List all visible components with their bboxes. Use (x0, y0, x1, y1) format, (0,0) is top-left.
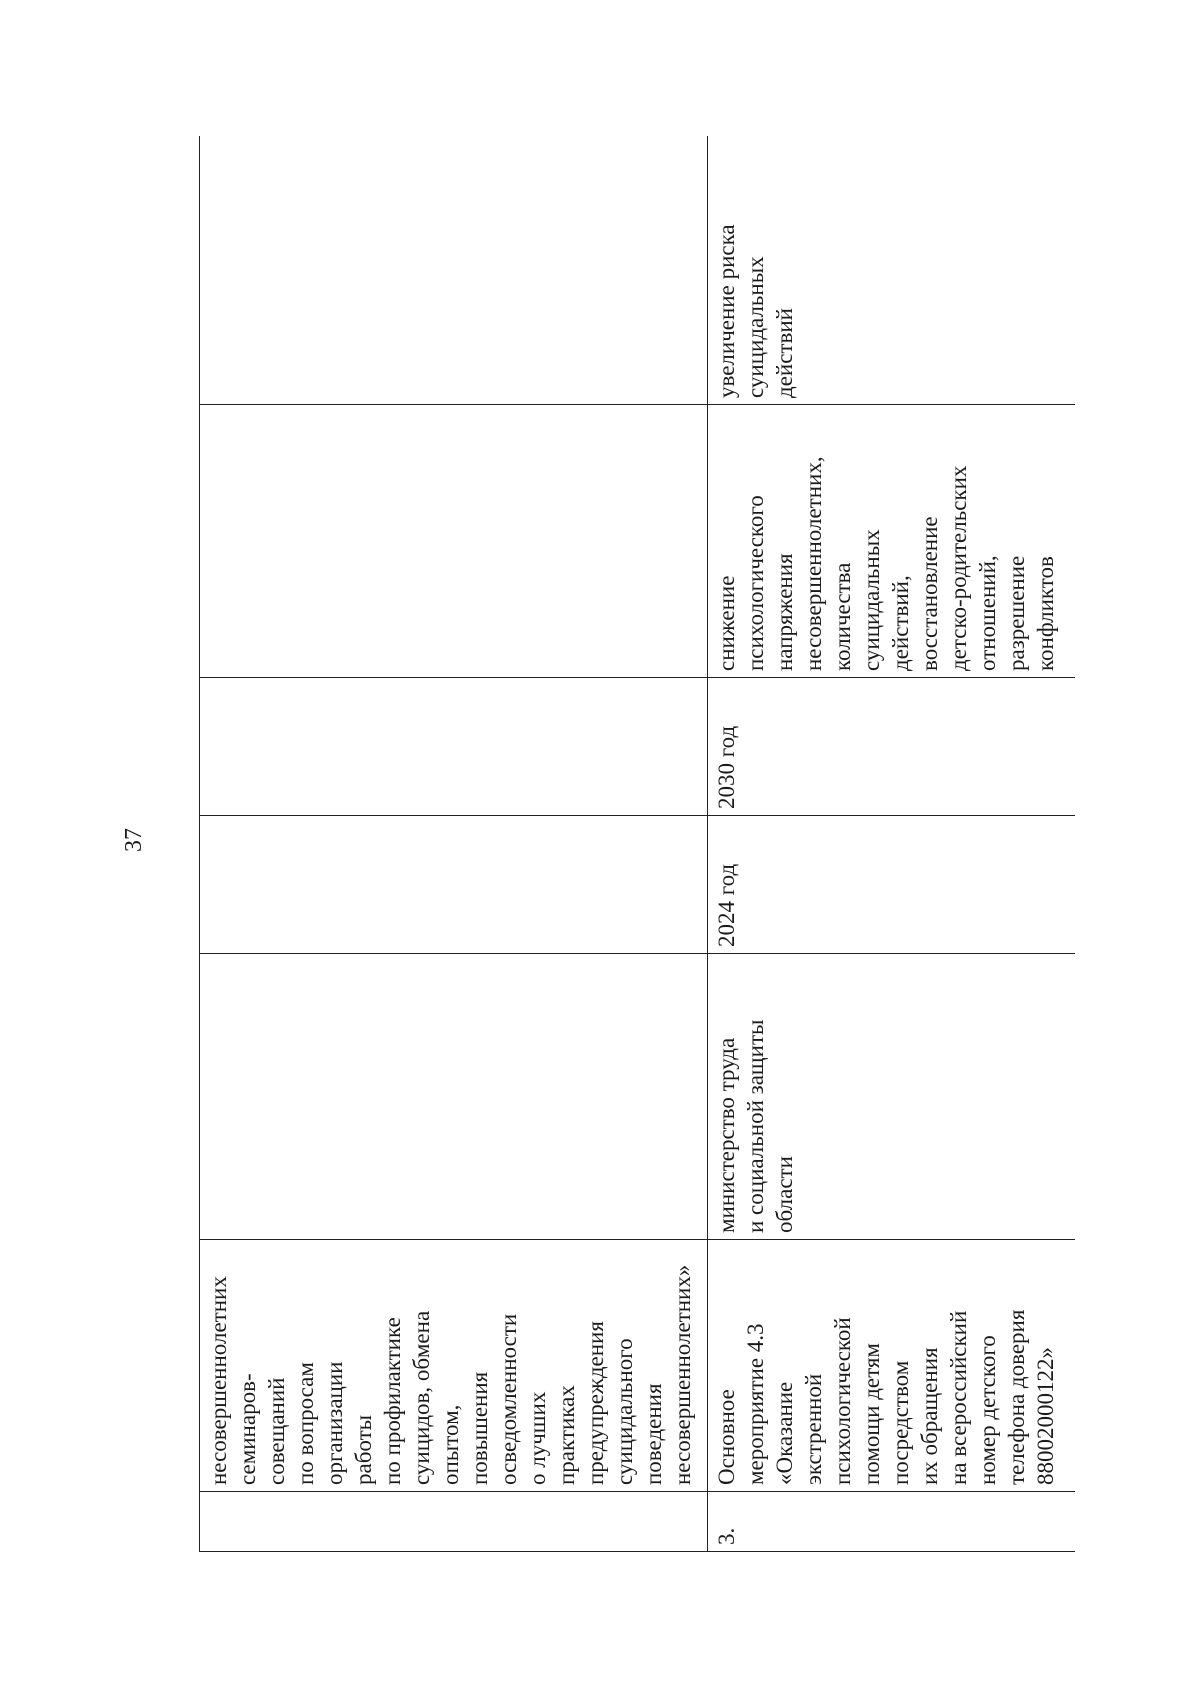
event-text: Основное мероприятие 4.3 «Оказание экстренной психологической помощи детям посредством их обращения на всероссийский номер детского телефона доверия 88002000122» (714, 1309, 1058, 1485)
table-row-continued (200, 136, 708, 1552)
cell-end-year: 2030 год (708, 678, 1076, 816)
result-text: снижение психологического напряжения несовершеннолетних, количества суицидальных действий, восстановление детско-родительских отношений, разрешение конфликтов (714, 456, 1058, 671)
cell-end-year (200, 678, 708, 816)
page-number: 37 (121, 828, 147, 852)
cell-risk (708, 136, 1076, 405)
cell-risk (200, 136, 708, 405)
cell-executor (708, 954, 1076, 1240)
measures-table-frame (199, 136, 1075, 1552)
cell-executor (200, 954, 708, 1240)
cell-event (200, 1240, 708, 1492)
risk-text: увеличение риска суицидальных действий (714, 224, 797, 398)
cell-number (200, 1492, 708, 1552)
cell-number: 3. (708, 1492, 1076, 1552)
measures-table (199, 136, 1075, 1552)
event-text: несовершеннолетних семинаров- совещаний по вопросам организации работы по профилактике суицидов, обмена опытом, повышения осведомленности о лучших практиках предупреждения суицидального поведения несовершеннолетних» (206, 1264, 695, 1485)
cell-event (708, 1240, 1076, 1492)
cell-start-year: 2024 год (708, 816, 1076, 954)
executor-text: министерство труда и социальной защиты области (714, 1019, 797, 1233)
cell-start-year (200, 816, 708, 954)
cell-result (708, 405, 1076, 678)
cell-result (200, 405, 708, 678)
table-row-3 (708, 136, 1076, 1552)
